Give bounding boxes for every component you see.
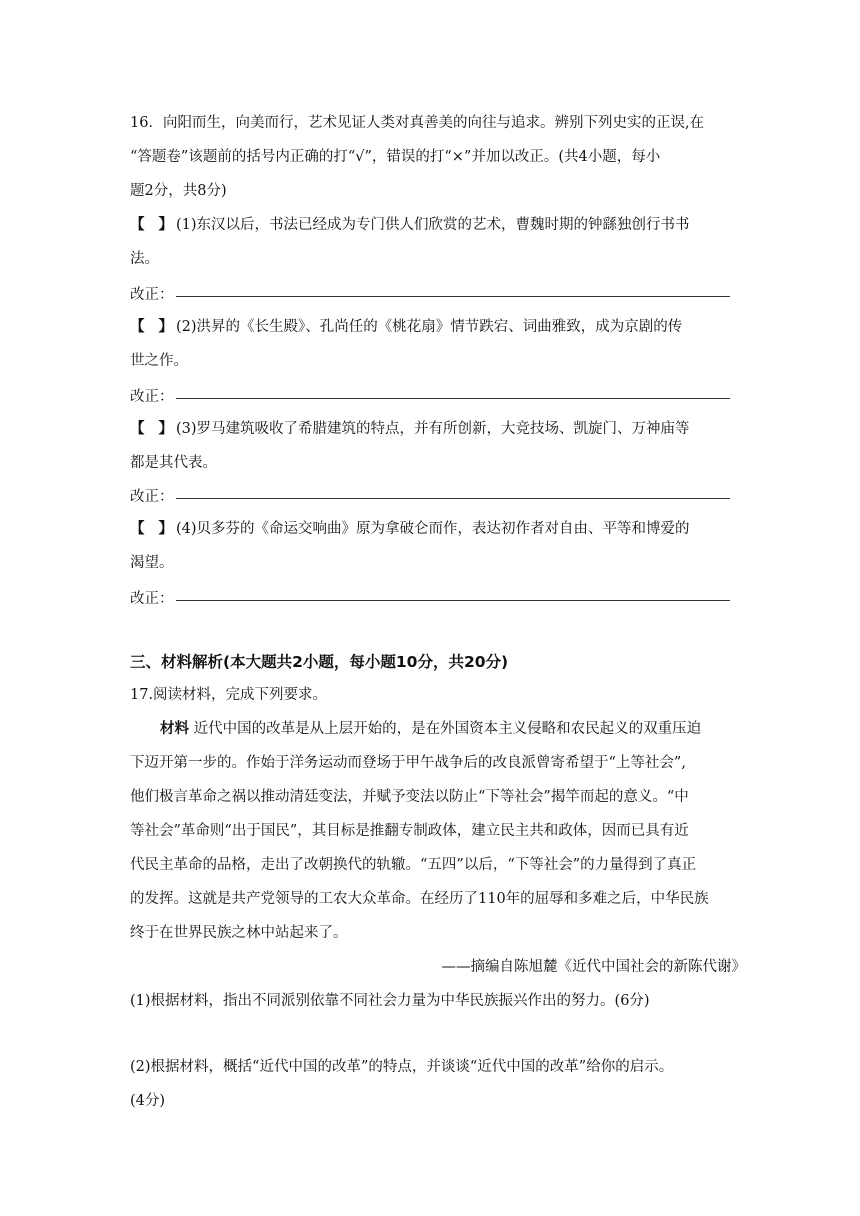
- material-line: 下迈开第一步的。作始于洋务运动而登场于甲午战争后的改良派曾寄希望于“上等社会”,: [130, 755, 686, 771]
- q16-item-4-cont: 渴望。: [130, 555, 174, 571]
- q16-item-1-cont: 法。: [130, 251, 159, 267]
- q16-intro-line: 16．向阳而生，向美而行，艺术见证人类对真善美的向往与追求。辨别下列史实的正误,在: [130, 115, 705, 131]
- material-line: 代民主革命的品格，走出了改朝换代的轨辙。“五四”以后，“下等社会”的力量得到了真正: [130, 857, 697, 873]
- item-text: (2)洪昇的《长生殿》、孔尚任的《桃花扇》情节跌宕、词曲雅致，成为京剧的传: [176, 319, 683, 335]
- correction-answer-line[interactable]: [176, 600, 730, 601]
- section-heading: 三、材料解析(本大题共2小题，每小题10分，共20分): [130, 653, 509, 671]
- q16-item-3: [130, 412, 730, 446]
- correction-answer-line[interactable]: [176, 498, 730, 499]
- q16-item-1: [130, 208, 730, 242]
- material-line: 等社会”革命则“出于国民”，其目标是推翻专制政体，建立民主共和政体，因而已具有近: [130, 823, 689, 839]
- item-text: (3)罗马建筑吸收了希腊建筑的特点，并有所创新，大竞技场、凯旋门、万神庙等: [176, 421, 690, 437]
- q16-item-2-cont: 世之作。: [130, 353, 188, 369]
- q16-intro-line: “答题卷”该题前的括号内正确的打“√”，错误的打“×”并加以改正。(共4小题，每小: [130, 149, 661, 165]
- item-text: (4)贝多芬的《命运交响曲》原为拿破仑而作，表达初作者对自由、平等和博爱的: [176, 521, 690, 537]
- bracket-left: 【: [130, 216, 145, 233]
- correction-label: 改正：: [130, 591, 174, 607]
- correction-label: 改正：: [130, 287, 174, 303]
- bracket-right: 】: [158, 318, 173, 335]
- material-text: 近代中国的改革是从上层开始的，是在外国资本主义侵略和农民起义的双重压迫: [193, 721, 702, 737]
- bracket-left: 【: [130, 318, 145, 335]
- material-line: 终于在世界民族之林中站起来了。: [130, 925, 348, 941]
- answer-bracket[interactable]: [130, 208, 176, 242]
- bracket-right: 】: [158, 420, 173, 437]
- material-line: 他们极言革命之祸以推动清廷变法，并赋予变法以防止“下等社会”揭竿而起的意义。“中: [130, 789, 689, 805]
- correction-answer-line[interactable]: [176, 398, 730, 399]
- q17-intro: 17.阅读材料，完成下列要求。: [130, 687, 328, 703]
- item-text: (1)东汉以后，书法已经成为专门供人们欣赏的艺术，曹魏时期的钟繇独创行书书: [176, 217, 690, 233]
- material-line: 的发挥。这就是共产党领导的工农大众革命。在经历了110年的屈辱和多难之后，中华民族: [130, 891, 709, 907]
- q17-question-1: (1)根据材料，指出不同派别依靠不同社会力量为中华民族振兴作出的努力。(6分): [130, 993, 650, 1009]
- correction-answer-line[interactable]: [176, 296, 730, 297]
- q16-item-4: [130, 512, 730, 546]
- correction-label: 改正：: [130, 389, 174, 405]
- answer-bracket[interactable]: [130, 412, 176, 446]
- material-line: [130, 712, 730, 746]
- q16-intro-line: 题2分，共8分): [130, 183, 227, 199]
- q17-question-2: (2)根据材料，概括“近代中国的改革”的特点，并谈谈“近代中国的改革”给你的启示。: [130, 1059, 674, 1075]
- bracket-left: 【: [130, 420, 145, 437]
- bracket-right: 】: [158, 216, 173, 233]
- answer-bracket[interactable]: [130, 512, 176, 546]
- q16-item-2: [130, 310, 730, 344]
- correction-label: 改正：: [130, 489, 174, 505]
- material-label: 材料: [160, 720, 189, 737]
- q17-question-2-cont: (4分): [130, 1093, 166, 1109]
- answer-bracket[interactable]: [130, 310, 176, 344]
- bracket-right: 】: [158, 520, 173, 537]
- material-source: ——摘编自陈旭麓《近代中国社会的新陈代谢》: [441, 959, 746, 975]
- q16-item-3-cont: 都是其代表。: [130, 455, 217, 471]
- bracket-left: 【: [130, 520, 145, 537]
